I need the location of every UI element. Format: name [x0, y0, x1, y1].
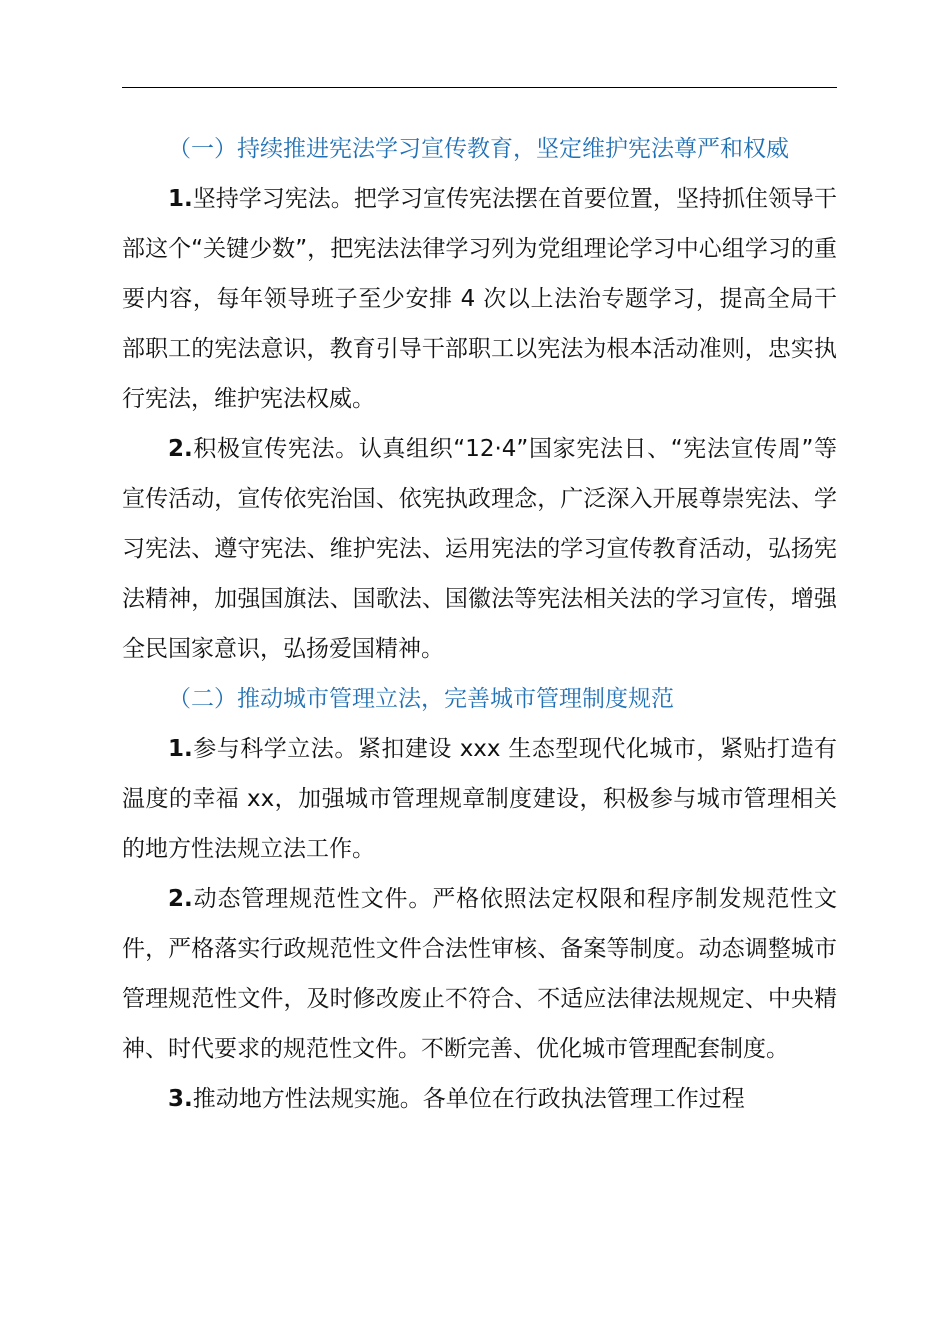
paragraph-1-text: 坚持学习宪法。把学习宣传宪法摆在首要位置，坚持抓住领导干部这个“关键少数”，把宪法法律学习列为党组理论学习中心组学习的重要内容，每年领导班子至少安排 4 次以上法治专题学习，提高全局干部职工的宪法意识，教育引导干部职工以宪法为根本活动准则，忠实执行宪法，维护宪法权威。: [122, 186, 837, 412]
paragraph-3-text: 参与科学立法。紧扣建设 xxx 生态型现代化城市，紧贴打造有温度的幸福 xx，加强城市管理规章制度建设，积极参与城市管理相关的地方性法规立法工作。: [122, 736, 837, 862]
section-heading-2: （二）推动城市管理立法，完善城市管理制度规范: [168, 686, 674, 712]
paragraph-2-text: 积极宣传宪法。认真组织“12·4”国家宪法日、“宪法宣传周”等宣传活动，宣传依宪治国、依宪执政理念，广泛深入开展尊崇宪法、学习宪法、遵守宪法、维护宪法、运用宪法的学习宣传教育活动，弘扬宪法精神，加强国旗法、国歌法、国徽法等宪法相关法的学习宣传，增强全民国家意识，弘扬爱国精神。: [122, 436, 837, 662]
paragraph-3: [122, 724, 837, 874]
paragraph-4-number: 2.: [168, 886, 193, 912]
paragraph-2-number: 2.: [168, 436, 193, 462]
paragraph-4-text: 动态管理规范性文件。严格依照法定权限和程序制发规范性文件，严格落实行政规范性文件合法性审核、备案等制度。动态调整城市管理规范性文件，及时修改废止不符合、不适应法律法规规定、中央精神、时代要求的规范性文件。不断完善、优化城市管理配套制度。: [122, 886, 837, 1062]
paragraph-5-number: 3.: [168, 1086, 193, 1112]
paragraph-3-number: 1.: [168, 736, 193, 762]
paragraph-4: [122, 874, 837, 1074]
paragraph-2: [122, 424, 837, 674]
document-body: [122, 124, 837, 1124]
paragraph-1: [122, 174, 837, 424]
paragraph-5: [122, 1074, 837, 1124]
paragraph-1-number: 1.: [168, 186, 193, 212]
section-heading-1: （一）持续推进宪法学习宣传教育，坚定维护宪法尊严和权威: [168, 136, 789, 162]
header-rule: [122, 87, 837, 88]
paragraph-5-text: 推动地方性法规实施。各单位在行政执法管理工作过程: [192, 1086, 745, 1112]
